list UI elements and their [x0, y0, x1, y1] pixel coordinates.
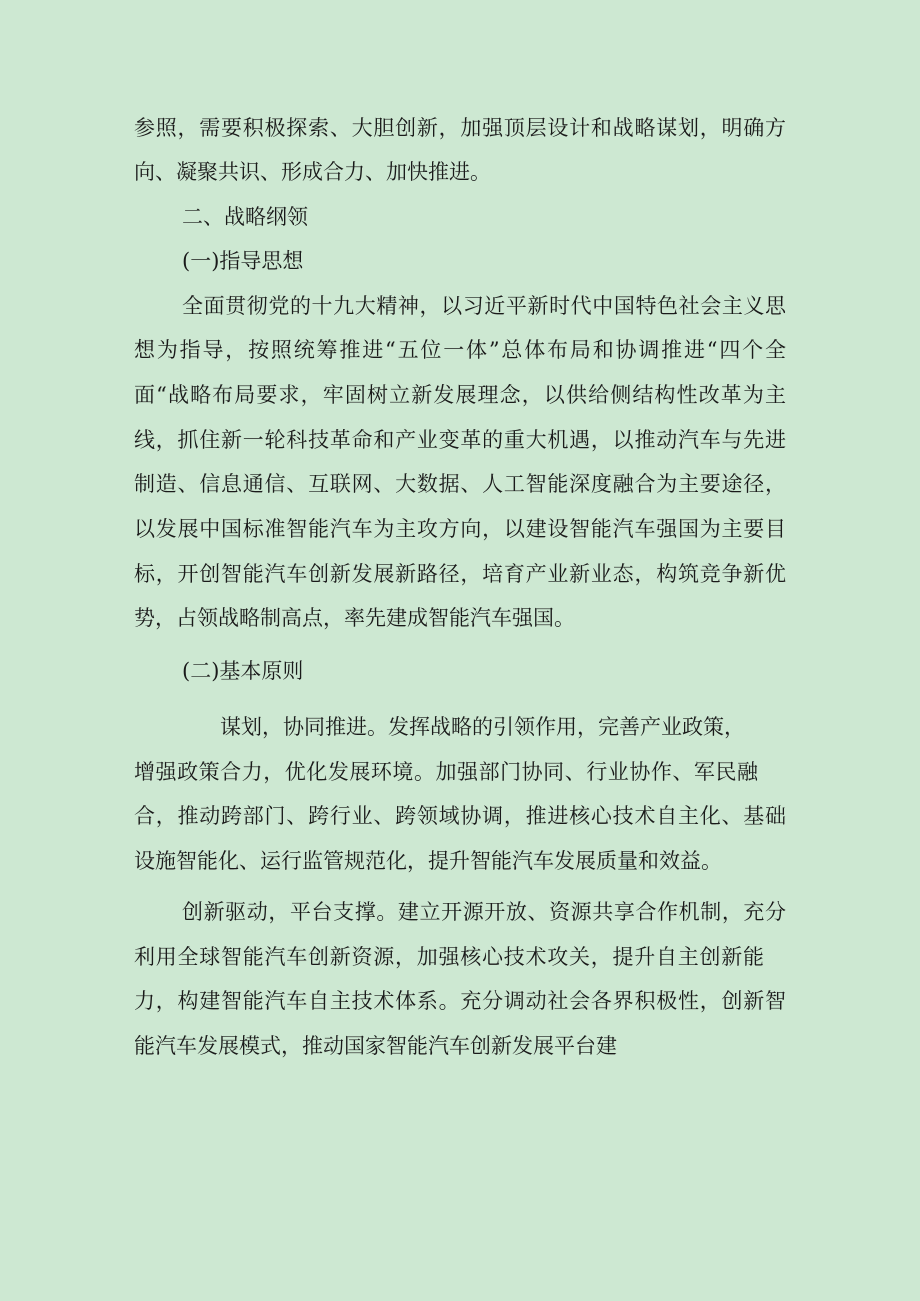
- principle2-line-2: 利用全球智能汽车创新资源，加强核心技术攻关，提升自主创新能: [134, 945, 764, 969]
- principle1-line-1: 谋划，协同推进。发挥战略的引领作用，完善产业政策，: [220, 715, 745, 739]
- sub1-line-4: 线，抓住新一轮科技革命和产业变革的重大机遇，以推动汽车与先进: [134, 428, 786, 452]
- principle2-line-1: 创新驱动，平台支撑。建立开源开放、资源共享合作机制，充分: [182, 900, 786, 924]
- principle2-line-4: 能汽车发展模式，推动国家智能汽车创新发展平台建: [134, 1034, 617, 1058]
- sub2-heading: (二)基本原则: [182, 659, 304, 683]
- sub1-line-2: 想为指导，按照统筹推进“五位一体”总体布局和协调推进“四个全: [134, 338, 786, 362]
- section-heading: 二、战略纲领: [182, 205, 308, 229]
- sub1-line-6: 以发展中国标准智能汽车为主攻方向，以建设智能汽车强国为主要目: [134, 517, 786, 541]
- principle1-line-2: 增强政策合力，优化发展环境。加强部门协同、行业协作、军民融: [134, 760, 758, 784]
- sub1-heading: (一)指导思想: [182, 249, 304, 273]
- sub1-line-1: 全面贯彻党的十九大精神，以习近平新时代中国特色社会主义思: [182, 294, 786, 318]
- principle1-line-3: 合，推动跨部门、跨行业、跨领域协调，推进核心技术自主化、基础: [134, 804, 786, 828]
- sub1-line-3: 面“战略布局要求，牢固树立新发展理念，以供给侧结构性改革为主: [134, 383, 786, 407]
- principle1-line-4: 设施智能化、运行监管规范化，提升智能汽车发展质量和效益。: [134, 849, 722, 873]
- intro-line-2: 向、凝聚共识、形成合力、加快推进。: [134, 160, 491, 184]
- sub1-line-8: 势，占领战略制高点，率先建成智能汽车强国。: [134, 606, 575, 630]
- sub1-line-7: 标，开创智能汽车创新发展新路径，培育产业新业态，构筑竞争新优: [134, 562, 786, 586]
- intro-line-1: 参照，需要积极探索、大胆创新，加强顶层设计和战略谋划，明确方: [134, 116, 786, 140]
- principle2-line-3: 力，构建智能汽车自主技术体系。充分调动社会各界积极性，创新智: [134, 989, 786, 1013]
- sub1-line-5: 制造、信息通信、互联网、大数据、人工智能深度融合为主要途径，: [134, 472, 786, 496]
